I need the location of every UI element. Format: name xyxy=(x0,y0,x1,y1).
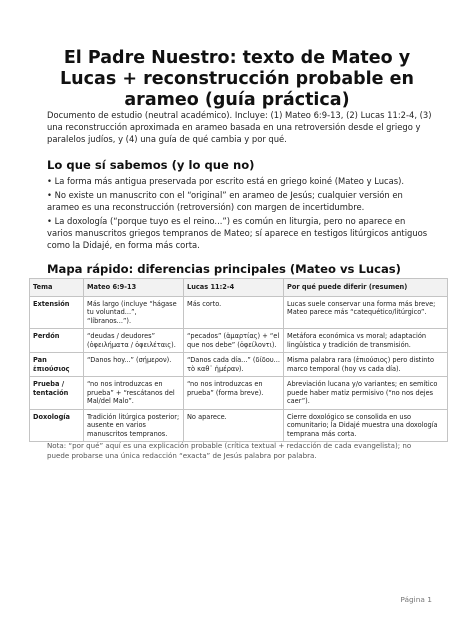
table-cell-lucas: No aparece. xyxy=(184,409,284,442)
table-cell-lucas: Más corto. xyxy=(184,296,284,329)
intro-paragraph: Documento de estudio (neutral académico). Incluye: (1) Mateo 6:9-13, (2) Lucas 11:2-4, (3) una reconstrucción aproximada en arameo basada en una retroversión desde el griego y paralelos judíos, y (4) una guía de qué cambia y por qué. xyxy=(47,110,432,144)
footnote: Nota: “por qué” aquí es una explicación probable (crítica textual + redacción de cada evangelista); no puede probarse una única redacción “exacta” de Jesús palabra por palabra. xyxy=(47,441,412,460)
table-row xyxy=(30,377,448,410)
table-row xyxy=(30,329,448,353)
bullet-list xyxy=(47,176,433,254)
page-number: Página 1 xyxy=(400,595,432,604)
table-row xyxy=(30,353,448,377)
table-cell-why: Cierre doxológico se consolida en uso comunitario; la Didajé muestra una doxología temprana más corta. xyxy=(284,409,448,442)
page-title: El Padre Nuestro: texto de Mateo y Lucas + reconstrucción probable en arameo (guía práctica) xyxy=(60,48,414,110)
table-cell-mateo: “Danos hoy...” (σήμερον). xyxy=(84,353,184,377)
table-row xyxy=(30,296,448,329)
table-cell-lucas: “no nos introduzcas en prueba” (forma breve). xyxy=(184,377,284,410)
table-cell-topic: Perdón xyxy=(30,329,84,353)
table-cell-lucas: “pecados” (ἁμαρτίας) + “el que nos debe” (ὀφείλοντι). xyxy=(184,329,284,353)
column-header: Mateo 6:9-13 xyxy=(84,279,184,297)
table-cell-why: Metáfora económica vs moral; adaptación lingüística y tradición de transmisión. xyxy=(284,329,448,353)
table-row xyxy=(30,409,448,442)
comparison-table xyxy=(29,278,448,442)
section-heading-known: Lo que sí sabemos (y lo que no) xyxy=(47,158,255,172)
table-cell-mateo: Más largo (incluye “hágase tu voluntad...”, “líbranos...”). xyxy=(84,296,184,329)
table-cell-why: Abreviación lucana y/o variantes; en semítico puede haber matiz permisivo (“no nos dejes caer”). xyxy=(284,377,448,410)
bullet-item: • No existe un manuscrito con el “original” en arameo de Jesús; cualquier versión en arameo es una reconstrucción (retroversión) con margen de incertidumbre. xyxy=(47,190,403,213)
table-cell-topic: Doxología xyxy=(30,409,84,442)
table-cell-topic: Pan ἐπιούσιος xyxy=(30,353,84,377)
table-header-row xyxy=(30,279,448,297)
bullet-item: • La doxología (“porque tuyo es el reino...”) es común en liturgia, pero no aparece en varios manuscritos griegos tempranos de Mateo; sí aparece en testigos litúrgicos antiguos como la Didajé, en forma más corta. xyxy=(47,216,428,250)
table-cell-mateo: Tradición litúrgica posterior; ausente en varios manuscritos tempranos. xyxy=(84,409,184,442)
column-header: Tema xyxy=(30,279,84,297)
table-cell-why: Misma palabra rara (ἐπιούσιος) pero distinto marco temporal (hoy vs cada día). xyxy=(284,353,448,377)
table-cell-mateo: “no nos introduzcas en prueba” + “rescátanos del Mal/del Malo”. xyxy=(84,377,184,410)
table-cell-topic: Extensión xyxy=(30,296,84,329)
section-heading-map: Mapa rápido: diferencias principales (Mateo vs Lucas) xyxy=(47,262,401,276)
bullet-item: • La forma más antigua preservada por escrito está en griego koiné (Mateo y Lucas). xyxy=(47,176,405,186)
table-cell-lucas: “Danos cada día...” (δίδου... τὸ καθ᾽ ἡμέραν). xyxy=(184,353,284,377)
column-header: Por qué puede diferir (resumen) xyxy=(284,279,448,297)
table-cell-why: Lucas suele conservar una forma más breve; Mateo parece más “catequético/litúrgico”. xyxy=(284,296,448,329)
column-header: Lucas 11:2-4 xyxy=(184,279,284,297)
table-cell-mateo: “deudas / deudores” (ὀφειλήματα / ὀφειλέταις). xyxy=(84,329,184,353)
table-cell-topic: Prueba / tentación xyxy=(30,377,84,410)
